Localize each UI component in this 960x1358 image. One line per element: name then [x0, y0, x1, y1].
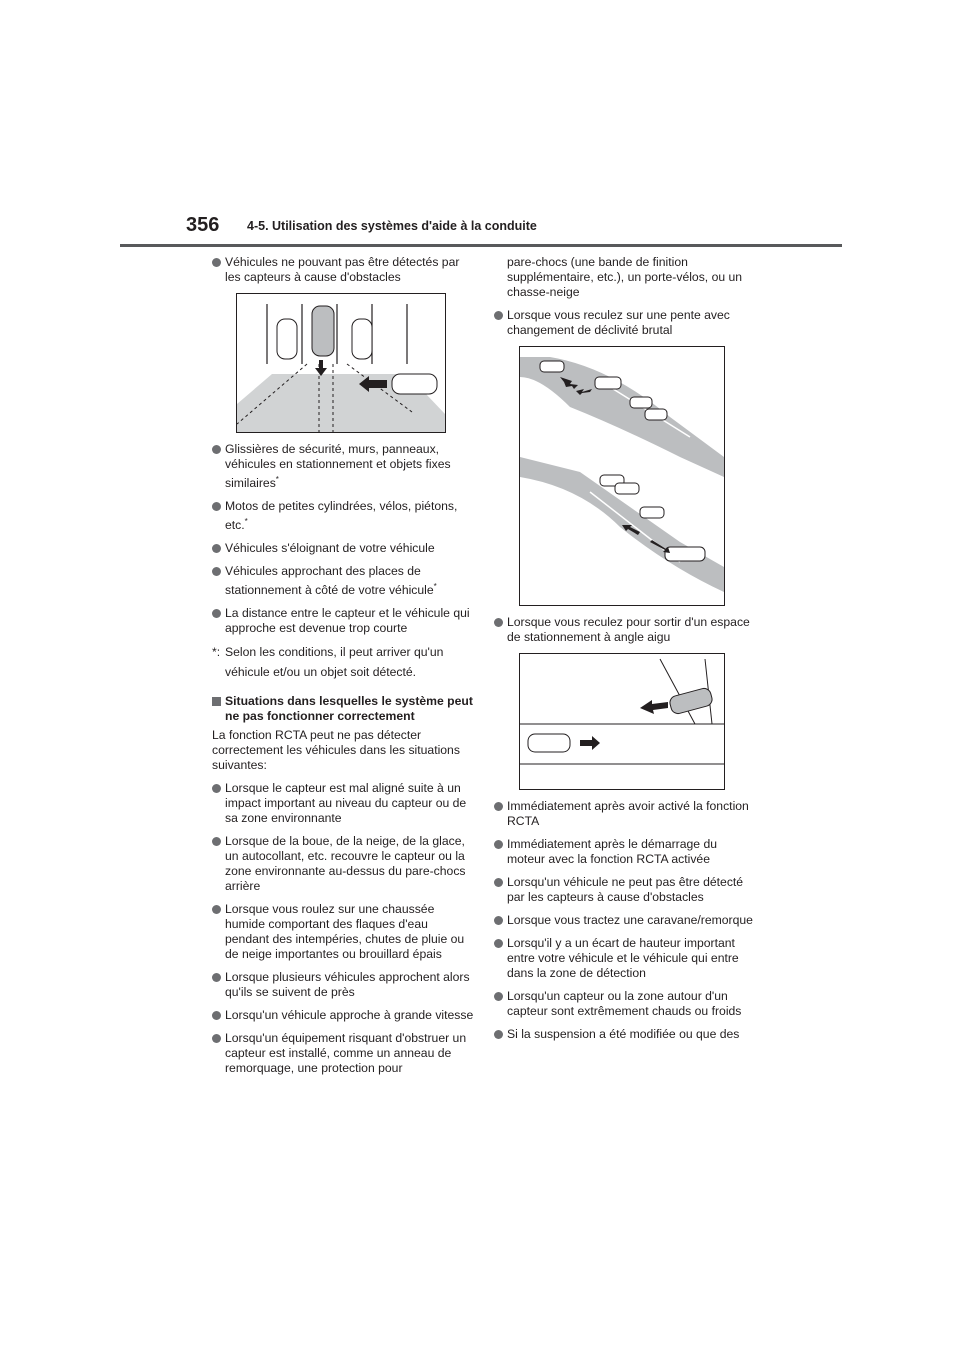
angled-parking-illustration [519, 653, 725, 790]
parking-obstacle-svg [237, 294, 445, 432]
header-rule [120, 244, 842, 247]
list-item: Lorsque vous roulez sur une chaussée humide comportant des flaques d'eau pendant des intempéries, chutes de pluie ou de neige importantes ou brouillard épais [212, 902, 474, 962]
list-item: Lorsqu'un véhicule approche à grande vitesse [212, 1008, 474, 1023]
list-item: Immédiatement après le démarrage du moteur avec la fonction RCTA activée [494, 837, 756, 867]
right-column [494, 255, 756, 1050]
list-item: Lorsque vous reculez pour sortir d'un espace de stationnement à angle aigu [494, 615, 756, 645]
list-item: Lorsque le capteur est mal aligné suite à un impact important au niveau du capteur ou de sa zone environnante [212, 781, 474, 826]
list-item: Véhicules ne pouvant pas être détectés par les capteurs à cause d'obstacles [212, 255, 474, 285]
parking-obstacle-illustration [236, 293, 446, 433]
list-item: Véhicules approchant des places de stationnement à côté de votre véhicule* [212, 564, 474, 598]
list-item: Lorsqu'il y a un écart de hauteur important entre votre véhicule et le véhicule qui entre dans la zone de détection [494, 936, 756, 981]
slope-svg [520, 347, 724, 605]
section-title: 4-5. Utilisation des systèmes d'aide à la conduite [247, 219, 537, 233]
left-column [212, 255, 474, 1084]
list-item: Lorsque vous reculez sur une pente avec changement de déclivité brutal [494, 308, 756, 338]
list-item: Motos de petites cylindrées, vélos, piétons, etc.* [212, 499, 474, 533]
list-item: Lorsque de la boue, de la neige, de la glace, un autocollant, etc. recouvre le capteur ou la zone environnante au-dessus du pare-chocs arrière [212, 834, 474, 894]
list-item: Si la suspension a été modifiée ou que des [494, 1027, 756, 1042]
intro-paragraph: La fonction RCTA peut ne pas détecter correctement les véhicules dans les situations suivantes: [212, 728, 460, 773]
list-item: La distance entre le capteur et le véhicule qui approche est devenue trop courte [212, 606, 474, 636]
list-item: Lorsque plusieurs véhicules approchent alors qu'ils se suivent de près [212, 970, 474, 1000]
angled-parking-svg [520, 654, 724, 789]
footnote-mark: *: [212, 645, 221, 660]
continued-text: pare-chocs (une bande de finition supplémentaire, etc.), un porte-vélos, ou un chasse-neige [507, 255, 743, 299]
subsection-heading: Situations dans lesquelles le système peut ne pas fonctionner correctement [212, 694, 474, 724]
list-item: Glissières de sécurité, murs, panneaux, véhicules en stationnement et objets fixes similaires* [212, 442, 474, 491]
list-item: Lorsqu'un véhicule ne peut pas être détecté par les capteurs à cause d'obstacles [494, 875, 756, 905]
list-item: Lorsqu'un équipement risquant d'obstruer un capteur est installé, comme un anneau de remorquage, une protection pour [212, 1031, 474, 1076]
list-item: Lorsqu'un capteur ou la zone autour d'un capteur sont extrêmement chauds ou froids [494, 989, 756, 1019]
list-item: Lorsque vous tractez une caravane/remorque [494, 913, 756, 928]
slope-illustration [519, 346, 725, 606]
footnote: *: Selon les conditions, il peut arriver qu'un véhicule et/ou un objet soit détecté. [212, 642, 474, 682]
list-item: Immédiatement après avoir activé la fonction RCTA [494, 799, 756, 829]
page-number: 356 [186, 214, 220, 236]
list-item: Véhicules s'éloignant de votre véhicule [212, 541, 474, 556]
